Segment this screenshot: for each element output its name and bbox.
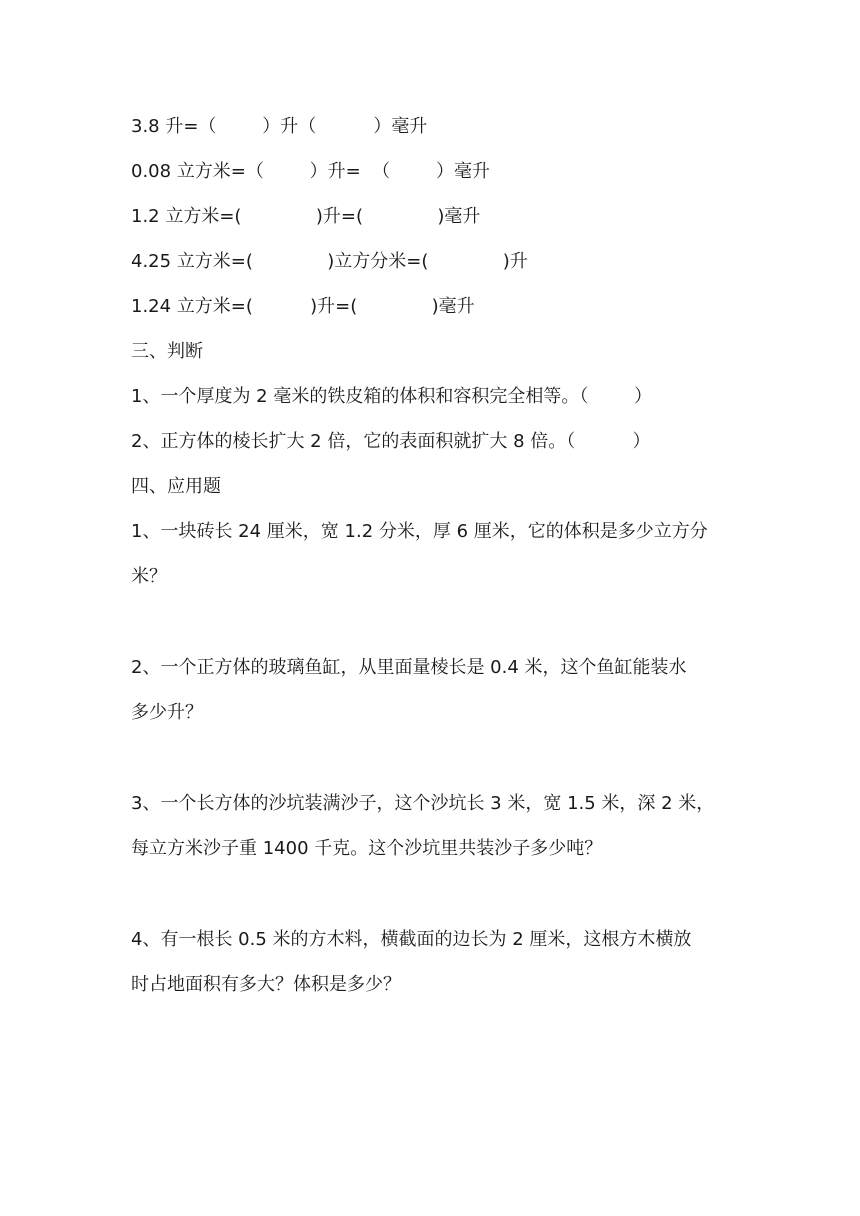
section-heading-judge: 三、判断	[131, 341, 203, 362]
apply-q2-line-2: 多少升？	[131, 702, 203, 723]
judge-item-1: 1、一个厚度为 2 毫米的铁皮箱的体积和容积完全相等。（ ）	[131, 386, 653, 407]
fill-blank-line-3: 1.2 立方米=( )升=( )毫升	[131, 206, 481, 227]
apply-q1-line-1: 1、一块砖长 24 厘米，宽 1.2 分米，厚 6 厘米，它的体积是多少立方分	[131, 521, 708, 542]
apply-q3-line-2: 每立方米沙子重 1400 千克。这个沙坑里共装沙子多少吨？	[131, 838, 603, 859]
apply-q4-line-1: 4、有一根长 0.5 米的方木料，横截面的边长为 2 厘米，这根方木横放	[131, 929, 692, 950]
fill-blank-line-5: 1.24 立方米=( )升=( )毫升	[131, 296, 475, 317]
apply-q1-line-2: 米？	[131, 566, 167, 587]
apply-q3-line-1: 3、一个长方体的沙坑装满沙子，这个沙坑长 3 米，宽 1.5 米，深 2 米，	[131, 793, 715, 814]
apply-q2-line-1: 2、一个正方体的玻璃鱼缸，从里面量棱长是 0.4 米，这个鱼缸能装水	[131, 657, 687, 678]
fill-blank-line-2: 0.08 立方米=（ ）升= （ ）毫升	[131, 161, 490, 182]
judge-item-2: 2、正方体的棱长扩大 2 倍，它的表面积就扩大 8 倍。（ ）	[131, 431, 651, 452]
apply-q4-line-2: 时占地面积有多大？体积是多少？	[131, 974, 401, 995]
section-heading-apply: 四、应用题	[131, 476, 221, 497]
fill-blank-line-4: 4.25 立方米=( )立方分米=( )升	[131, 251, 528, 272]
fill-blank-line-1: 3.8 升=（ ）升（ ）毫升	[131, 116, 428, 137]
